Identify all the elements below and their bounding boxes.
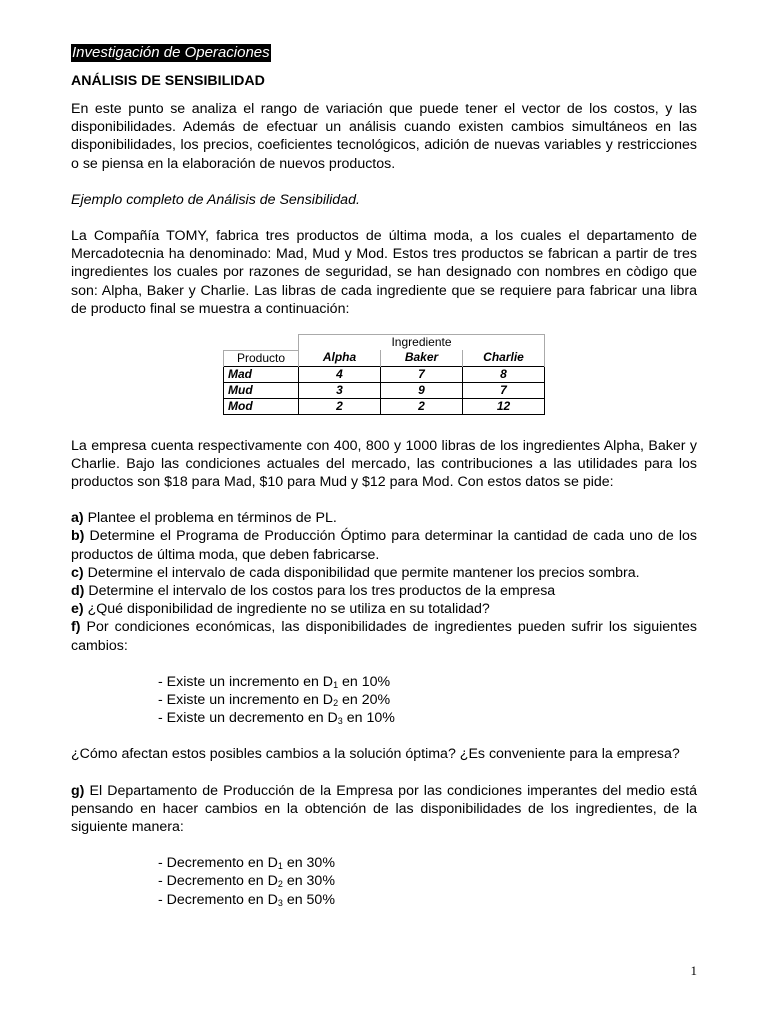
- table-cell: 2: [381, 398, 463, 414]
- change-text: - Decremento en D: [158, 873, 278, 890]
- example-title: Ejemplo completo de Análisis de Sensibilidad.: [71, 191, 360, 208]
- question-item: [71, 618, 697, 654]
- row-name: Mod: [224, 398, 299, 414]
- list-item: [158, 872, 697, 890]
- table-cell: 8: [463, 366, 545, 382]
- question-item: [71, 509, 697, 527]
- section-title: ANÁLISIS DE SENSIBILIDAD: [71, 73, 265, 89]
- change-subscript: 3: [337, 716, 343, 727]
- followup-question: ¿Cómo afectan estos posibles cambios a la solución óptima? ¿Es conveniente para la empresa?: [71, 746, 680, 763]
- column-header-baker: Baker: [381, 350, 463, 366]
- change-subscript: 3: [277, 897, 283, 908]
- question-item: [71, 564, 697, 582]
- table-cell: 4: [299, 366, 381, 382]
- table-cell: 9: [381, 382, 463, 398]
- table-row: [224, 366, 545, 382]
- document-page: [71, 44, 697, 909]
- change-amount: en 20%: [338, 691, 391, 708]
- page-number: 1: [690, 963, 697, 978]
- table-cell: 7: [381, 366, 463, 382]
- question-text: Plantee el problema en términos de PL.: [83, 510, 337, 527]
- table-row: [224, 382, 545, 398]
- list-item: [158, 891, 697, 909]
- change-text: - Existe un incremento en D: [158, 691, 334, 708]
- question-text: El Departamento de Producción de la Empresa por las condiciones imperantes del medio está pensando en hacer cambios en la obtención de las disponibilidades de los ingredientes, de la siguiente manera:: [71, 782, 697, 835]
- change-amount: en 30%: [282, 855, 335, 872]
- question-text: Determine el Programa de Producción Óptimo para determinar la cantidad de cada uno de los productos de última moda, que deben fabricarse.: [71, 528, 697, 563]
- change-subscript: 2: [277, 879, 283, 890]
- product-header: Producto: [224, 350, 299, 366]
- question-item: [71, 600, 697, 618]
- question-text: Determine el intervalo de cada disponibilidad que permite mantener los precios sombra.: [83, 564, 640, 581]
- change-text: - Existe un incremento en D: [158, 673, 334, 690]
- list-item: [158, 854, 697, 872]
- changes-list-f: [158, 673, 697, 728]
- change-subscript: 2: [333, 697, 339, 708]
- table-cell: 7: [463, 382, 545, 398]
- change-amount: en 10%: [342, 710, 395, 727]
- list-item: [158, 691, 697, 709]
- table-cell: 3: [299, 382, 381, 398]
- table-row: [224, 398, 545, 414]
- availability-paragraph: La empresa cuenta respectivamente con 400, 800 y 1000 libras de los ingredientes Alpha, Baker y Charlie. Bajo las condiciones actuales del mercado, las contribuciones a las utilidades para los productos son $18 para Mad, $10 para Mud y $12 para Mod. Con estos datos se pide:: [71, 437, 697, 490]
- ingredient-table: [223, 334, 545, 415]
- question-label: g): [71, 782, 85, 799]
- intro-paragraph: En este punto se analiza el rango de variación que puede tener el vector de los costos, y las disponibilidades. Además de efectuar un análisis cuando existen cambios simultáneos en las disponibilidades, los precios, coeficientes tecnológicos, adición de nuevas variables y restricciones o se piensa en la elaboración de nuevos productos.: [71, 101, 697, 172]
- change-text: - Decremento en D: [158, 855, 278, 872]
- change-subscript: 1: [277, 861, 283, 872]
- question-label: b): [71, 528, 85, 545]
- question-item: [71, 527, 697, 563]
- change-text: - Decremento en D: [158, 891, 278, 908]
- question-text: Por condiciones económicas, las disponibilidades de ingredientes pueden sufrir los siguientes cambios:: [71, 619, 697, 654]
- list-item: [158, 709, 697, 727]
- question-text: ¿Qué disponibilidad de ingrediente no se utiliza en su totalidad?: [83, 601, 490, 618]
- table-cell: 2: [299, 398, 381, 414]
- change-subscript: 1: [333, 679, 339, 690]
- question-label: e): [71, 601, 84, 618]
- question-label: d): [71, 582, 85, 599]
- list-item: [158, 673, 697, 691]
- row-name: Mad: [224, 366, 299, 382]
- question-item: [71, 582, 697, 600]
- row-name: Mud: [224, 382, 299, 398]
- question-g: [71, 782, 697, 837]
- changes-list-g: [158, 854, 697, 909]
- table-cell: 12: [463, 398, 545, 414]
- column-header-charlie: Charlie: [463, 350, 545, 366]
- change-amount: en 10%: [338, 673, 391, 690]
- course-header: Investigación de Operaciones: [72, 44, 270, 61]
- company-paragraph: La Compañía TOMY, fabrica tres productos de última moda, a los cuales el departamento de Mercadotecnia ha denominado: Mad, Mud y Mod. Estos tres productos se fabrican a partir de tres ingredientes los cuales por razones de seguridad, se han designado con nombres en còdigo que son: Alpha, Baker y Charlie. Las libras de cada ingrediente que se requiere para fabricar una libra de producto final se muestra a continuación:: [71, 228, 697, 317]
- question-label: a): [71, 510, 84, 527]
- column-header-alpha: Alpha: [299, 350, 381, 366]
- question-label: c): [71, 564, 84, 581]
- change-text: - Existe un decremento en D: [158, 710, 338, 727]
- change-amount: en 50%: [282, 891, 335, 908]
- question-label: f): [71, 619, 81, 636]
- question-list: [71, 509, 697, 655]
- ingredient-group-header: Ingrediente: [299, 335, 545, 351]
- question-text: Determine el intervalo de los costos para los tres productos de la empresa: [84, 582, 556, 599]
- change-amount: en 30%: [282, 873, 335, 890]
